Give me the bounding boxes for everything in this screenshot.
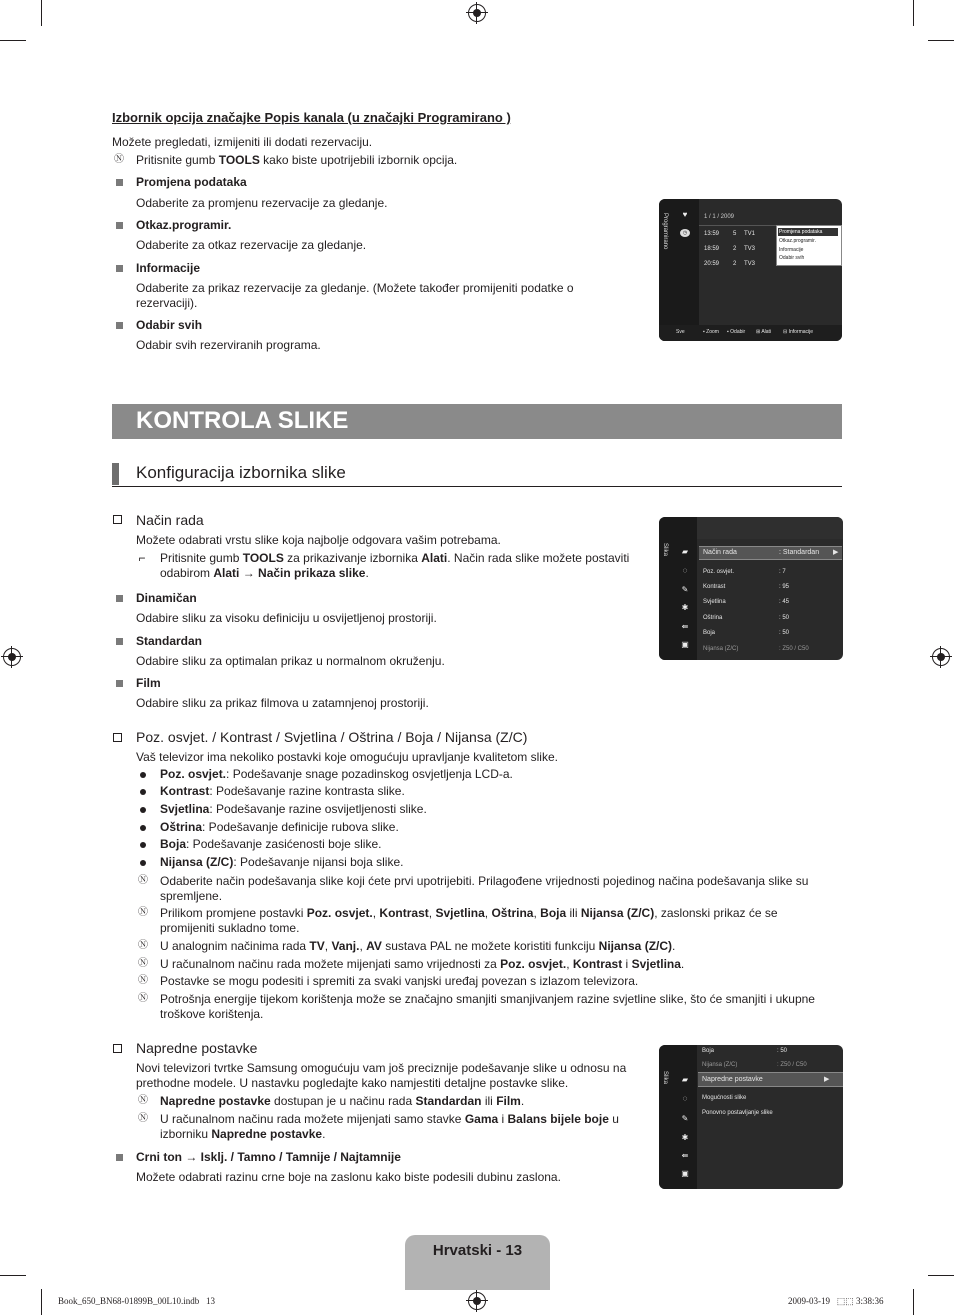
support-icon: ▣ (681, 640, 689, 649)
osd-footer-item: ▪ Zoom (703, 329, 719, 335)
bullet-square-icon (116, 680, 123, 687)
crop-mark (928, 1275, 954, 1276)
note-text: U analognim načinima rada TV, Vanj., AV sustava PAL ne možete koristiti funkciju Nijansa (Z/C). (160, 939, 676, 953)
note-text: izborniku Napredne postavke. (160, 1127, 326, 1141)
osd-date: 1 / 1 / 2009 (704, 214, 735, 220)
osd-row-value: : Z50 / C50 (777, 1062, 807, 1068)
picture-icon: ▰ (681, 547, 689, 556)
osd-row-label: Nijansa (Z/C) (703, 646, 739, 652)
subheading: Poz. osvjet. / Kontrast / Svjetlina / Oštrina / Boja / Nijansa (Z/C) (136, 729, 528, 745)
note-icon: Ⓝ (138, 1095, 148, 1106)
osd-row-value: : 7 (779, 569, 786, 575)
bullet-dot-icon (140, 789, 146, 795)
item-title: Standardan (136, 634, 203, 648)
osd-programirano-screenshot (659, 199, 842, 341)
bullet-square-icon (116, 179, 123, 186)
osd-row-value: : 50 (779, 630, 790, 636)
sound-icon: ◌ (682, 1094, 688, 1103)
item-title: Crni ton → Isklj. / Tamno / Tamnije / Najtamnije (136, 1150, 401, 1164)
registration-mark-icon (932, 648, 950, 666)
support-icon: ▣ (681, 1169, 689, 1178)
section-title: Konfiguracija izbornika slike (136, 463, 346, 482)
item-desc: Odabire sliku za optimalan prikaz u normalnom okruženju. (136, 654, 445, 668)
note-icon: Ⓝ (114, 154, 124, 165)
checkbox-icon (113, 515, 122, 524)
subheading: Napredne postavke (136, 1040, 258, 1056)
arrow-right-icon: ▶ (824, 1076, 830, 1083)
osd-side-label: Programirano (662, 213, 668, 250)
crop-mark (913, 0, 914, 26)
note-icon: Ⓝ (138, 993, 148, 1004)
item-desc: Odaberite za otkaz rezervacije za gledanje. (136, 238, 367, 252)
note-icon: Ⓝ (138, 958, 148, 969)
bullet-square-icon (116, 595, 123, 602)
section-heading: Izbornik opcija značajke Popis kanala (u značajki Programirano ) (112, 110, 511, 125)
bullet-square-icon (116, 322, 123, 329)
channel-icon: ✎ (681, 585, 689, 594)
picture-icon: ▰ (681, 1075, 689, 1084)
registration-mark-icon (468, 1292, 486, 1310)
intro-text: Vaš televizor ima nekoliko postavki koje omogućuju upravljanje kvalitetom slike. (136, 750, 558, 764)
osd-row-label: Način rada (703, 549, 737, 556)
item-desc: Možete odabrati razinu crne boje na zaslonu kako biste podesili dubinu zaslona. (136, 1170, 561, 1184)
clock-icon: ◷ (680, 229, 690, 237)
osd-row-ch: 2 (733, 261, 737, 267)
popup-item: Promjena podataka (779, 229, 823, 235)
osd-row-label: Nijansa (Z/C) (702, 1062, 738, 1068)
osd-row-label: Ponovno postavljanje slike (702, 1110, 773, 1116)
osd-row-value: : 45 (779, 599, 790, 605)
osd-row-label: Boja (703, 630, 716, 636)
osd-row-label: Svjetlina (703, 599, 726, 605)
note-text: Potrošnja energije tijekom korištenja može se značajno smanjiti smanjivanjem razine svjetline slike, što će smanjiti i ukupne troškove korištenja. (160, 992, 815, 1021)
section-rule (112, 486, 842, 487)
osd-side-label: Slika (662, 1071, 668, 1085)
osd-row-name: TV1 (744, 231, 756, 237)
osd-side-label: Slika (662, 543, 668, 557)
checkbox-icon (113, 1044, 122, 1053)
crop-mark (41, 0, 42, 26)
osd-row-name: TV3 (744, 246, 756, 252)
item-title: Odabir svih (136, 318, 203, 332)
note-icon: Ⓝ (138, 975, 148, 986)
note-icon: Ⓝ (138, 940, 148, 951)
osd-row-ch: 2 (733, 246, 737, 252)
bullet-square-icon (116, 1154, 123, 1161)
osd-row-time: 20:59 (704, 261, 720, 267)
item-desc: Odabir svih rezerviranih programa. (136, 338, 321, 352)
osd-options-popup (776, 225, 842, 266)
item-title: Promjena podataka (136, 175, 247, 189)
osd-row-value: : 95 (779, 584, 790, 590)
osd-row-value: : 50 (779, 615, 790, 621)
item-title: Film (136, 676, 161, 690)
bullet-dot-icon (140, 825, 146, 831)
crop-mark (41, 1289, 42, 1315)
popup-item: Otkaz.programir. (779, 238, 816, 244)
checkbox-icon (113, 733, 122, 742)
sound-icon: ◌ (682, 566, 688, 575)
note-text: Prilikom promjene postavki Poz. osvjet., Kontrast, Svjetlina, Oštrina, Boja ili Nijansa (Z/C), zaslonski prikaz će se (160, 906, 778, 920)
note-text: Pritisnite gumb TOOLS kako biste upotrijebili izbornik opcija. (136, 153, 458, 167)
note-icon: Ⓝ (138, 875, 148, 886)
note-icon: Ⓝ (138, 907, 148, 918)
bullet-dot-icon (140, 842, 146, 848)
popup-item: Informacije (779, 247, 804, 253)
item-desc: Odabire sliku za visoku definiciju u osvijetljenoj prostoriji. (136, 611, 437, 625)
bullet-square-icon (116, 222, 123, 229)
bullet-text: Boja: Podešavanje zasićenosti boje slike. (160, 837, 382, 851)
note-text: promijeniti sukladno tome. (160, 921, 300, 935)
note-text: Postavke se mogu podesiti i spremiti za svaki vanjski uređaj povezan s izlazom televizora. (160, 974, 639, 988)
crop-mark (913, 1289, 914, 1315)
note-icon: Ⓝ (138, 1113, 148, 1124)
osd-row-label: Napredne postavke (702, 1076, 763, 1083)
osd-row-name: TV3 (744, 261, 756, 267)
osd-row-value: : Z50 / C50 (779, 646, 809, 652)
osd-row-label: Boja (702, 1048, 715, 1054)
osd-footer-item: ⊞ Alati (756, 329, 772, 335)
item-desc: Odabire sliku za prikaz filmova u zatamnjenoj prostoriji. (136, 696, 429, 710)
osd-row-label: Mogućnosti slike (702, 1095, 747, 1101)
input-icon: ⇚ (681, 622, 689, 631)
item-title: Informacije (136, 261, 201, 275)
osd-row-label: Oštrina (703, 615, 723, 621)
osd-picture-menu-screenshot (659, 517, 843, 660)
item-desc: Odaberite za promjenu rezervacije za gledanje. (136, 196, 388, 210)
osd-row-time: 13:59 (704, 231, 720, 237)
registration-mark-icon (468, 4, 486, 22)
osd-row-value: : Standardan (779, 549, 820, 556)
tip-text: Pritisnite gumb TOOLS za prikazivanje izbornika Alati. Način rada slike možete postaviti (160, 551, 630, 565)
bullet-text: Poz. osvjet.: Podešavanje snage pozadinskog osvjetljenja LCD-a. (160, 767, 513, 781)
bullet-text: Kontrast: Podešavanje razine kontrasta slike. (160, 784, 405, 798)
item-desc: Odaberite za prikaz rezervacije za gledanje. (Možete također promijeniti podatke o rezervaciji). (136, 281, 574, 310)
osd-row-label: Poz. osvjet. (703, 569, 735, 575)
page-number: Hrvatski - 13 (432, 1242, 523, 1259)
bullet-text: Svjetlina: Podešavanje razine osvijetljenosti slike. (160, 802, 427, 816)
subheading: Način rada (136, 512, 204, 528)
bullet-dot-icon (140, 860, 146, 866)
osd-footer-item: ⊟ Informacije (783, 329, 814, 335)
tools-icon: ⌐ (138, 551, 146, 565)
note-text: U računalnom načinu rada možete mijenjati samo stavke Gama i Balans bijele boje u (160, 1112, 619, 1126)
chapter-title: KONTROLA SLIKE (136, 407, 349, 434)
intro-text: Možete pregledati, izmijeniti ili dodati rezervaciju. (112, 135, 373, 149)
registration-mark-icon (3, 648, 21, 666)
intro-text: Možete odabrati vrstu slike koja najbolje odgovara vašim potrebama. (136, 533, 501, 547)
setup-icon: ✱ (681, 603, 689, 612)
crop-mark (928, 40, 954, 41)
section-marker (112, 463, 119, 485)
setup-icon: ✱ (681, 1133, 689, 1142)
item-title: Dinamičan (136, 591, 197, 605)
tip-text: odabirom Alati → Način prikaza slike. (160, 566, 369, 580)
bullet-square-icon (116, 265, 123, 272)
popup-item: Odabir svih (779, 255, 805, 261)
bullet-dot-icon (140, 772, 146, 778)
channel-icon: ✎ (681, 1114, 689, 1123)
osd-row-time: 18:59 (704, 246, 720, 252)
osd-row-label: Kontrast (703, 584, 726, 590)
osd-row-value: : 50 (777, 1048, 788, 1054)
note-text: Odaberite način podešavanja slike koji ćete prvi upotrijebiti. Prilagođene vrijednosti pojedinog načina podešavanja slike su spremljene. (160, 874, 809, 903)
bullet-text: Oštrina: Podešavanje definicije rubova slike. (160, 820, 399, 834)
footer-datetime: 2009-03-19 ⬚⬚ 3:38:36 (788, 1296, 884, 1306)
osd-footer-label: Sve (676, 329, 685, 335)
note-text: U računalnom načinu rada možete mijenjati samo vrijednosti za Poz. osvjet., Kontrast i Svjetlina. (160, 957, 685, 971)
heart-icon: ♥ (682, 210, 688, 219)
input-icon: ⇚ (681, 1151, 689, 1160)
osd-advanced-settings-screenshot (659, 1045, 843, 1189)
footer-file: Book_650_BN68-01899B_00L10.indb 13 (58, 1296, 216, 1306)
intro-text: Novi televizori tvrtke Samsung omogućuju vam još preciznije podešavanje slike u odnosu na prethodne modele. U nastavku pogledajte kako namjestiti detaljne postavke slike. (136, 1061, 627, 1090)
osd-row-ch: 5 (733, 231, 737, 237)
crop-mark (0, 40, 26, 41)
item-title: Otkaz.programir. (136, 218, 232, 232)
osd-footer-item: ▪ Odabir (727, 329, 746, 335)
crop-mark (0, 1275, 26, 1276)
bullet-text: Nijansa (Z/C): Podešavanje nijansi boja slike. (160, 855, 404, 869)
note-text: Napredne postavke dostupan je u načinu rada Standardan ili Film. (160, 1094, 525, 1108)
arrow-right-icon: ▶ (833, 549, 839, 556)
bullet-square-icon (116, 638, 123, 645)
bullet-dot-icon (140, 807, 146, 813)
